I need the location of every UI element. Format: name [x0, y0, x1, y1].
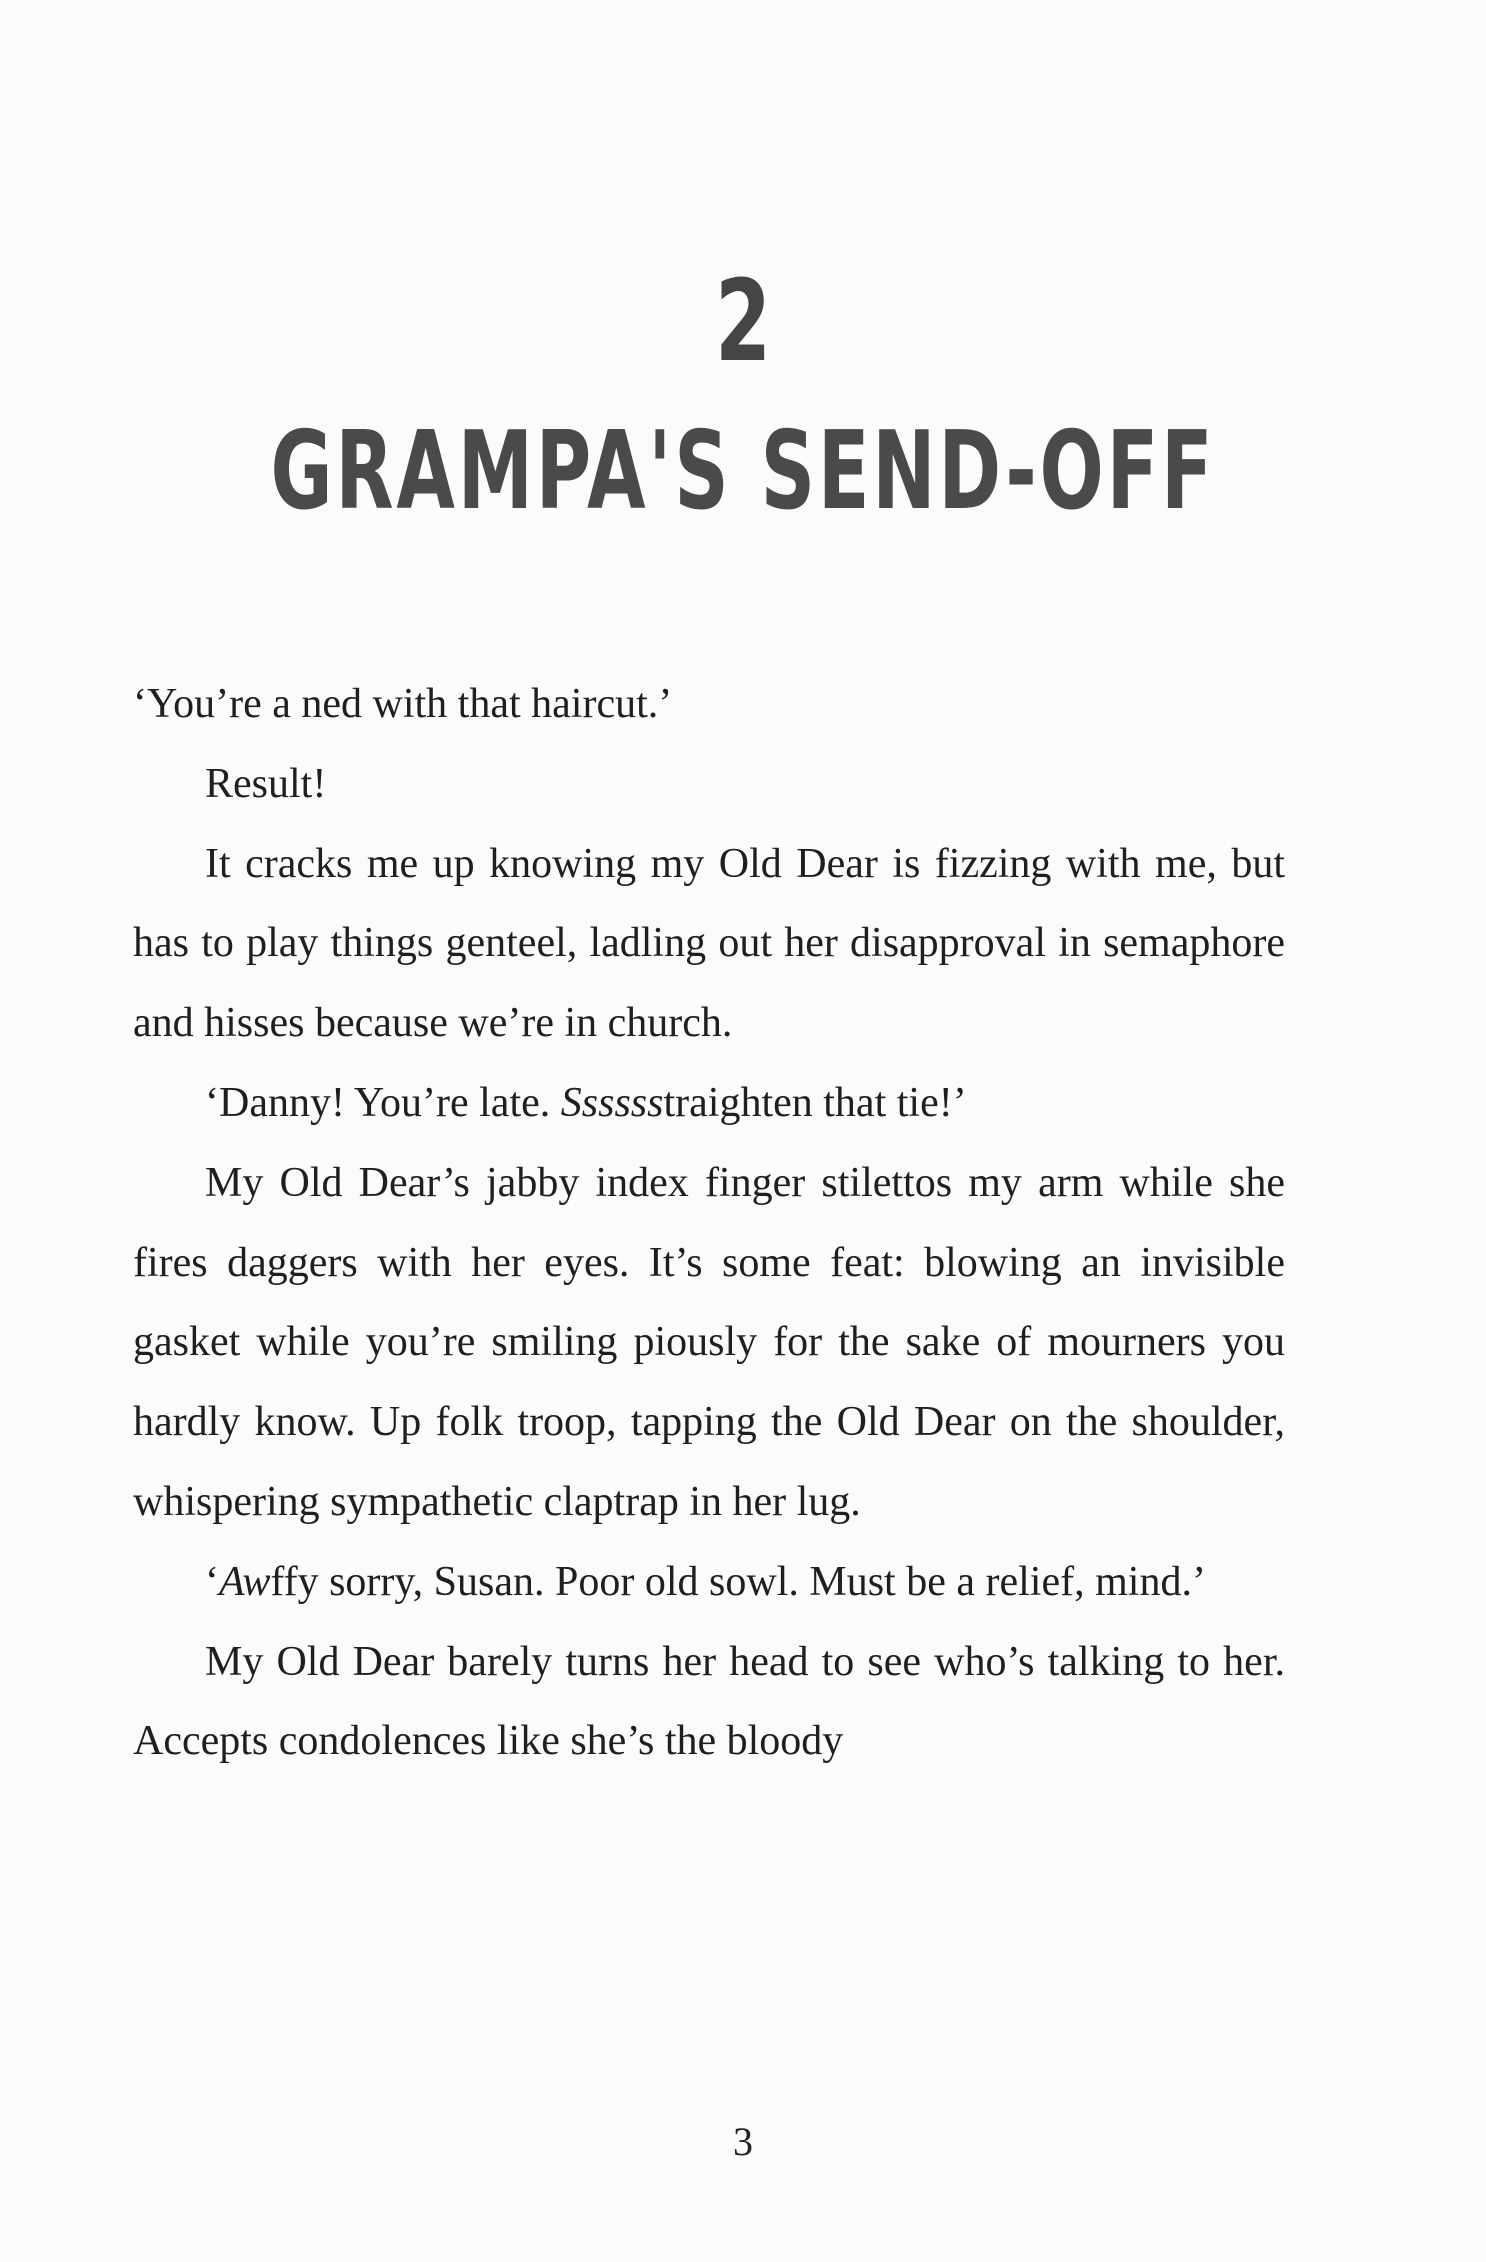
paragraph-3: It cracks me up knowing my Old Dear is fizzing with me, but has to play things genteel, ladling out her disapproval in semaphore and hisses because we’re in church.: [133, 840, 1285, 1047]
chapter-number: 2: [714, 257, 772, 387]
paragraph-2: Result!: [205, 760, 327, 807]
paragraph-6-italic: Aw: [219, 1558, 271, 1605]
page-number: 3: [733, 2119, 753, 2164]
paragraph-4-start: ‘Danny! You’re late.: [205, 1079, 561, 1126]
paragraph-6: [133, 1543, 1285, 1623]
paragraph-4-end: traighten that tie!’: [663, 1079, 967, 1126]
paragraph-5: My Old Dear’s jabby index finger stilettos my arm while she fires daggers with her eyes. It’s some feat: blowing an invisible gasket while you’re smiling piously for the sake of mourners you hardly know. Up folk troop, tapping the Old Dear on the shoulder, whispering sympathetic claptrap in her lug.: [133, 1159, 1285, 1525]
paragraph-6-end: ffy sorry, Susan. Poor old sowl. Must be a relief, mind.’: [270, 1558, 1206, 1605]
chapter-title: GRAMPA'S SEND-OFF: [270, 409, 1216, 534]
paragraph-4: [133, 1064, 1285, 1144]
paragraph-4-italic: Ssssss: [560, 1079, 664, 1126]
paragraph-1: ‘You’re a ned with that haircut.’: [133, 681, 673, 727]
paragraph-6-start: ‘: [205, 1558, 219, 1605]
paragraph-7: My Old Dear barely turns her head to see who’s talking to her. Accepts condolences like she’s the bloody: [133, 1638, 1285, 1765]
chapter-body: [133, 665, 1285, 1782]
